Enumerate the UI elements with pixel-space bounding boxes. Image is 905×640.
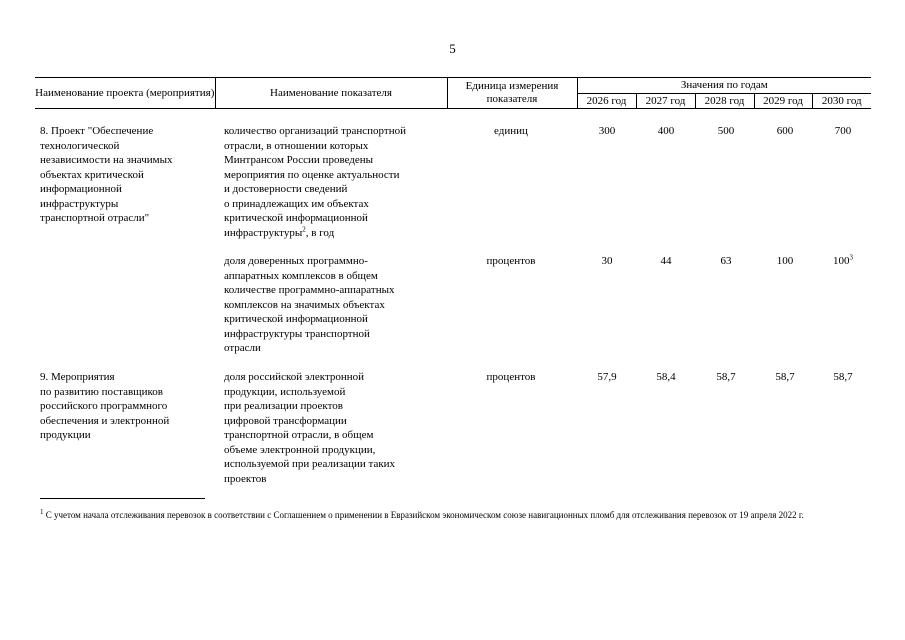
header-year-2029: 2029 год: [754, 94, 812, 109]
value-2029: 600: [776, 125, 794, 137]
text-line: доля российской электронной: [224, 371, 365, 383]
indicator-name: [224, 254, 442, 356]
text-line: аппаратных комплексов в общем: [224, 269, 378, 282]
text-line: комплексов на значимых объектах: [224, 298, 385, 311]
value-2028: 58,7: [716, 371, 736, 383]
text-line: по развитию поставщиков: [40, 385, 164, 398]
header-indicator: Наименование показателя: [215, 78, 447, 109]
footnote-mark: 1: [40, 508, 44, 516]
footnote-ref: 2: [302, 224, 306, 233]
text-line: критической информационной: [224, 313, 368, 325]
value-2027: 58,4: [656, 371, 676, 383]
value-2030: [814, 254, 872, 269]
header-year-2030: 2030 год: [812, 94, 871, 109]
value-2027: 44: [660, 255, 672, 267]
text-line: отрасли, в отношении которых: [224, 139, 369, 152]
text-line: используемой при реализации таких: [224, 458, 396, 470]
text-line: 8. Проект "Обеспечение: [40, 125, 154, 137]
text-line: объеме электронной продукции,: [224, 443, 376, 456]
text-line: транспортной отрасли": [40, 212, 150, 224]
footnote-separator: [40, 498, 205, 499]
text-line: цифровой трансформации: [224, 414, 347, 427]
text-line: Минтрансом России проведены: [224, 154, 374, 166]
unit-cell: процентов: [486, 255, 536, 267]
text-line: мероприятия по оценке актуальности: [224, 168, 400, 181]
text-line: отрасли: [224, 342, 261, 354]
text-line: независимости на значимых: [40, 154, 173, 166]
value-2028: 63: [720, 255, 732, 267]
text-line: продукции, используемой: [224, 385, 346, 398]
header-unit: Единица измерения показателя: [447, 78, 577, 109]
header-project: Наименование проекта (мероприятия): [35, 78, 215, 109]
text-line: о принадлежащих им объектах: [224, 197, 369, 210]
text-line: количестве программно-аппаратных: [224, 284, 395, 296]
value-text: 100: [833, 255, 850, 267]
text-line: транспортной отрасли, в общем: [224, 429, 374, 441]
table-header: [35, 77, 871, 109]
text-line: критической информационной: [224, 212, 368, 224]
page-number: 5: [449, 41, 456, 56]
value-2030: 700: [834, 125, 852, 137]
text-line: доля доверенных программно-: [224, 255, 368, 267]
text-fragment: инфраструктуры: [224, 226, 303, 239]
text-line: объектах критической: [40, 168, 144, 181]
value-2029: 100: [776, 255, 794, 267]
text-line: инфраструктуры транспортной: [224, 327, 370, 340]
footnote-text: С учетом начала отслеживания перевозок в соответствии с Соглашением о применении в Евразийском экономическом союзе навигационных пломб для отслеживания перевозок от 19 апреля 2022 г.: [43, 510, 804, 520]
header-year-2027: 2027 год: [636, 94, 695, 109]
value-2026: 57,9: [597, 371, 617, 383]
indicator-name: [224, 370, 442, 486]
text-line: продукции: [40, 429, 91, 441]
text-line: [224, 226, 442, 241]
footnote: [40, 509, 870, 522]
unit-cell: единиц: [494, 125, 528, 137]
text-line: количество организаций транспортной: [224, 125, 406, 137]
header-year-2026: 2026 год: [577, 94, 636, 109]
footnote-ref: 3: [849, 253, 853, 262]
text-line: проектов: [224, 472, 267, 485]
indicator-name: [224, 124, 442, 240]
text-line: информационной: [40, 183, 122, 195]
text-line: 9. Мероприятия: [40, 371, 115, 383]
project-name: [40, 370, 220, 443]
header-years-title: Значения по годам: [577, 78, 871, 94]
text-fragment: , в год: [305, 226, 335, 239]
text-line: при реализации проектов: [224, 400, 343, 412]
value-2028: 500: [717, 125, 735, 137]
value-2027: 400: [657, 125, 675, 137]
value-2026: 30: [601, 255, 613, 267]
unit-cell: процентов: [486, 371, 536, 383]
text-line: и достоверности сведений: [224, 183, 348, 195]
project-name: [40, 124, 220, 226]
value-2029: 58,7: [775, 371, 795, 383]
value-2030: 58,7: [833, 371, 853, 383]
header-year-2028: 2028 год: [695, 94, 754, 109]
text-line: российского программного: [40, 400, 168, 412]
text-line: технологической: [40, 139, 120, 152]
text-line: инфраструктуры: [40, 197, 119, 210]
text-line: обеспечения и электронной: [40, 414, 170, 427]
value-2026: 300: [598, 125, 616, 137]
